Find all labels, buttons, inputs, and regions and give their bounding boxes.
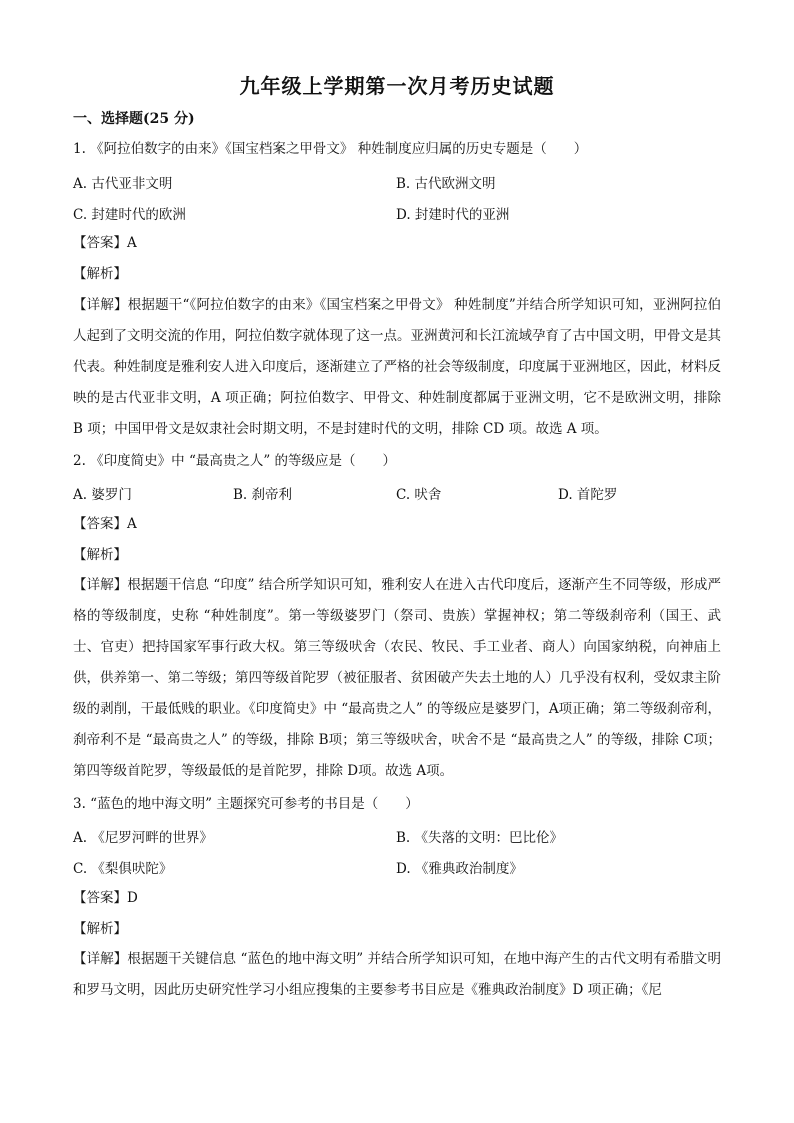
question-2-detail: 【详解】根据题干信息 “印度” 结合所学知识可知，雅利安人在进入古代印度后，逐渐产生不同等级，形成严格的等级制度，史称 “种姓制度”。第一等级婆罗门（祭司、贵族）掌握神权；第二等级刹帝利（国王、武士、官吏）把持国家军事行政大权。第三等级吠舍（农民、牧民、手工业者、商人）向国家纳税，向神庙上供，供养第一、第二等级；第四等级首陀罗（被征服者、贫困破产失去土地的人）几乎没有权利，受奴隶主阶级的剥削，干最低贱的职业。《印度简史》中 “最高贵之人” 的等级应是婆罗门，A项正确；第二等级刹帝利，刹帝利不是 “最高贵之人” 的等级，排除 B项；第三等级吠舍，吠舍不是 “最高贵之人” 的等级，排除 C项；第四等级首陀罗，等级最低的是首陀罗，排除 D项。故选 A项。 (73, 577, 721, 779)
question-1-option-c: C. 封建时代的欧洲 (73, 207, 186, 223)
question-1-detail: 【详解】根据题干“《阿拉伯数字的由来》《国宝档案之甲骨文》 种姓制度”并结合所学知识可知，亚洲阿拉伯人起到了文明交流的作用，阿拉伯数字就体现了这一点。亚洲黄河和长江流域孕育了古中国文明，甲骨文是其代表。种姓制度是雅利安人进入印度后，逐渐建立了严格的社会等级制度，印度属于亚洲地区，因此，材料反映的是古代亚非文明，A 项正确；阿拉伯数字、甲骨文、种姓制度都属于亚洲文明，它不是欧洲文明，排除 B 项；中国甲骨文是奴隶社会时期文明，不是封建时代的文明，排除 CD 项。故选 A 项。 (73, 297, 721, 437)
section-heading: 一、选择题(25 分) (73, 111, 195, 127)
question-2-answer: 【答案】A (73, 516, 137, 532)
page-title: 九年级上学期第一次月考历史试题 (239, 74, 555, 98)
question-3-analysis-label: 【解析】 (73, 921, 127, 937)
question-2-analysis-label: 【解析】 (73, 547, 127, 563)
question-1-option-a: A. 古代亚非文明 (73, 176, 173, 192)
question-3-option-c: C. 《梨俱吠陀》 (73, 861, 173, 877)
question-3-option-a: A. 《尼罗河畔的世界》 (73, 830, 213, 846)
question-2-option-a: A. 婆罗门 (73, 487, 132, 503)
question-2-option-d: D. 首陀罗 (558, 487, 618, 503)
question-1-answer: 【答案】A (73, 235, 137, 251)
question-2-stem: 2. 《印度简史》中 “最高贵之人” 的等级应是（ ） (73, 453, 397, 469)
question-3-detail: 【详解】根据题干关键信息 “蓝色的地中海文明” 并结合所学知识可知，在地中海产生的古代文明有希腊文明和罗马文明，因此历史研究性学习小组应搜集的主要参考书目应是《雅典政治制度》D 项正确；《尼 (73, 951, 721, 998)
question-2-option-b: B. 刹帝利 (233, 487, 293, 503)
question-1-stem: 1. 《阿拉伯数字的由来》《国宝档案之甲骨文》 种姓制度应归属的历史专题是（ ） (73, 141, 588, 157)
question-1-option-b: B. 古代欧洲文明 (396, 176, 496, 192)
question-1-option-d: D. 封建时代的亚洲 (396, 207, 510, 223)
question-3-answer: 【答案】D (73, 890, 138, 906)
question-1-analysis-label: 【解析】 (73, 266, 127, 282)
question-2-option-c: C. 吠舍 (396, 487, 442, 503)
question-3-option-b: B. 《失落的文明：巴比伦》 (396, 830, 564, 846)
question-3-stem: 3. “蓝色的地中海文明” 主题探究可参考的书目是（ ） (73, 796, 419, 812)
question-3-option-d: D. 《雅典政治制度》 (396, 861, 523, 877)
